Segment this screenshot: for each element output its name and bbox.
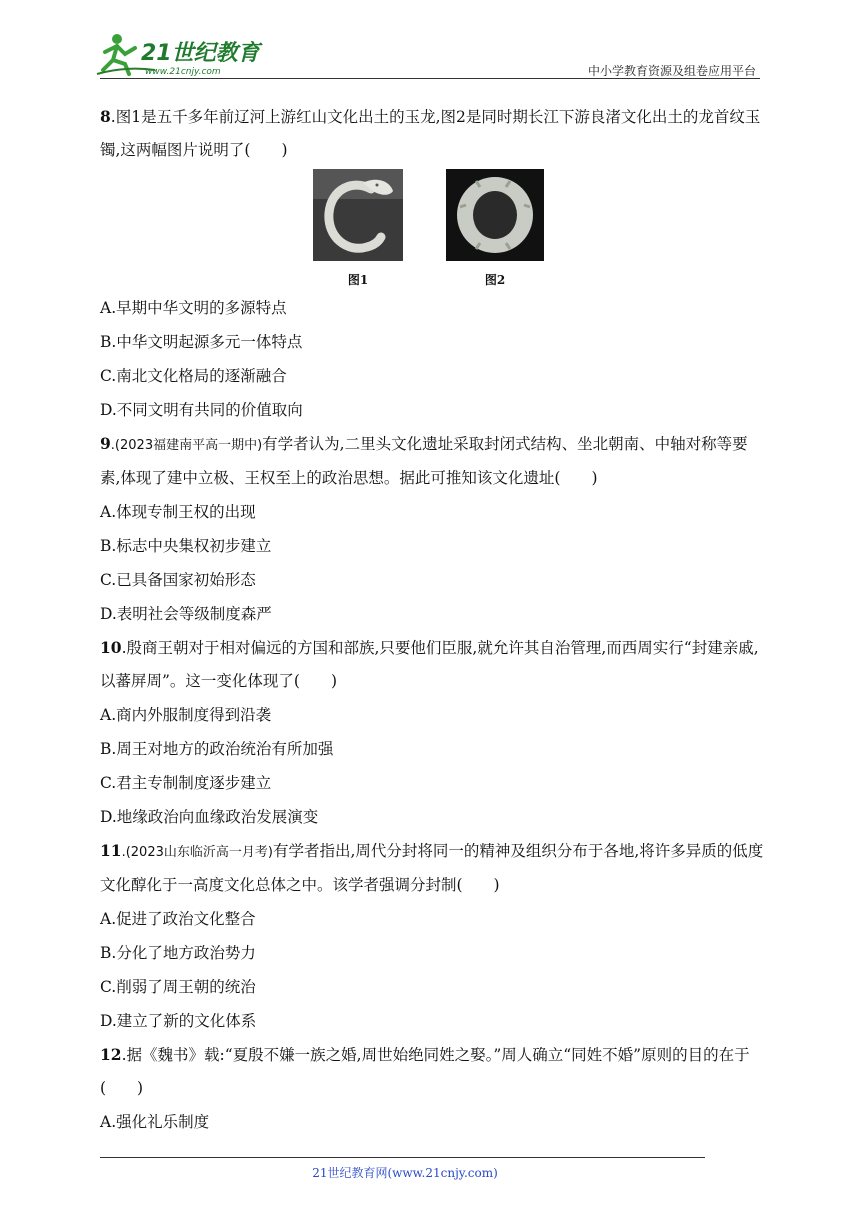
question-8	[100, 100, 765, 427]
question-12	[100, 1038, 765, 1139]
svg-text:21世纪教育: 21世纪教育	[141, 41, 260, 66]
question-stem: 10.殷商王朝对于相对偏远的方国和部族,只要他们臣服,就允许其自治管理,而西周实行“封建亲戚,以蕃屏周”。这一变化体现了( )	[100, 638, 759, 690]
figure-2	[446, 169, 544, 288]
header-divider	[100, 78, 760, 79]
option-c: C.已具备国家初始形态	[100, 571, 256, 589]
option-b: B.中华文明起源多元一体特点	[100, 333, 303, 351]
page-header	[0, 0, 860, 90]
question-stem: 8.图1是五千多年前辽河上游红山文化出土的玉龙,图2是同时期长江下游良渚文化出土的龙首纹玉镯,这两幅图片说明了( )	[100, 107, 761, 159]
option-d: D.不同文明有共同的价值取向	[100, 401, 303, 419]
question-list	[100, 100, 765, 1139]
question-9	[100, 427, 765, 631]
option-a: A.促进了政治文化整合	[100, 910, 256, 928]
option-a: A.强化礼乐制度	[100, 1113, 210, 1131]
question-stem: 11.(2023山东临沂高一月考)有学者指出,周代分封将同一的精神及组织分布于各地,将许多异质的低度文化醇化于一高度文化总体之中。该学者强调分封制( )	[100, 841, 764, 894]
option-d: D.建立了新的文化体系	[100, 1012, 257, 1030]
option-c: C.君主专制制度逐步建立	[100, 774, 272, 792]
option-b: B.周王对地方的政治统治有所加强	[100, 740, 334, 758]
platform-name: 中小学教育资源及组卷应用平台	[587, 64, 756, 78]
footer-link[interactable]: 21世纪教育网(www.21cnjy.com)	[312, 1166, 498, 1180]
footer-divider	[100, 1157, 705, 1158]
figure-2-caption: 图2	[484, 273, 506, 287]
option-b: B.标志中央集权初步建立	[100, 537, 272, 555]
question-stem: 9.(2023福建南平高一期中)有学者认为,二里头文化遗址采取封闭式结构、坐北朝南、中轴对称等要素,体现了建中立极、王权至上的政治思想。据此可推知该文化遗址( )	[100, 434, 748, 487]
option-c: C.削弱了周王朝的统治	[100, 978, 256, 996]
svg-text:www.21cnjy.com: www.21cnjy.com	[145, 67, 221, 77]
option-c: C.南北文化格局的逐渐融合	[100, 367, 287, 385]
option-d: D.地缘政治向血缘政治发展演变	[100, 808, 319, 826]
question-stem: 12.据《魏书》载:“夏殷不嫌一族之婚,周世始绝同姓之娶。”周人确立“同姓不婚”原则的目的在于( )	[100, 1045, 750, 1097]
jade-dragon-image	[313, 169, 403, 261]
option-a: A.商内外服制度得到沿袭	[100, 706, 272, 724]
option-a: A.早期中华文明的多源特点	[100, 299, 287, 317]
option-a: A.体现专制王权的出现	[100, 503, 256, 521]
question-10	[100, 631, 765, 834]
jade-bracelet-image	[446, 169, 544, 261]
site-logo	[95, 30, 265, 80]
option-d: D.表明社会等级制度森严	[100, 605, 272, 623]
figure-1-caption: 图1	[347, 273, 369, 287]
option-b: B.分化了地方政治势力	[100, 944, 256, 962]
figure-1	[313, 169, 403, 288]
question-11	[100, 834, 765, 1038]
question-figures	[100, 169, 765, 287]
